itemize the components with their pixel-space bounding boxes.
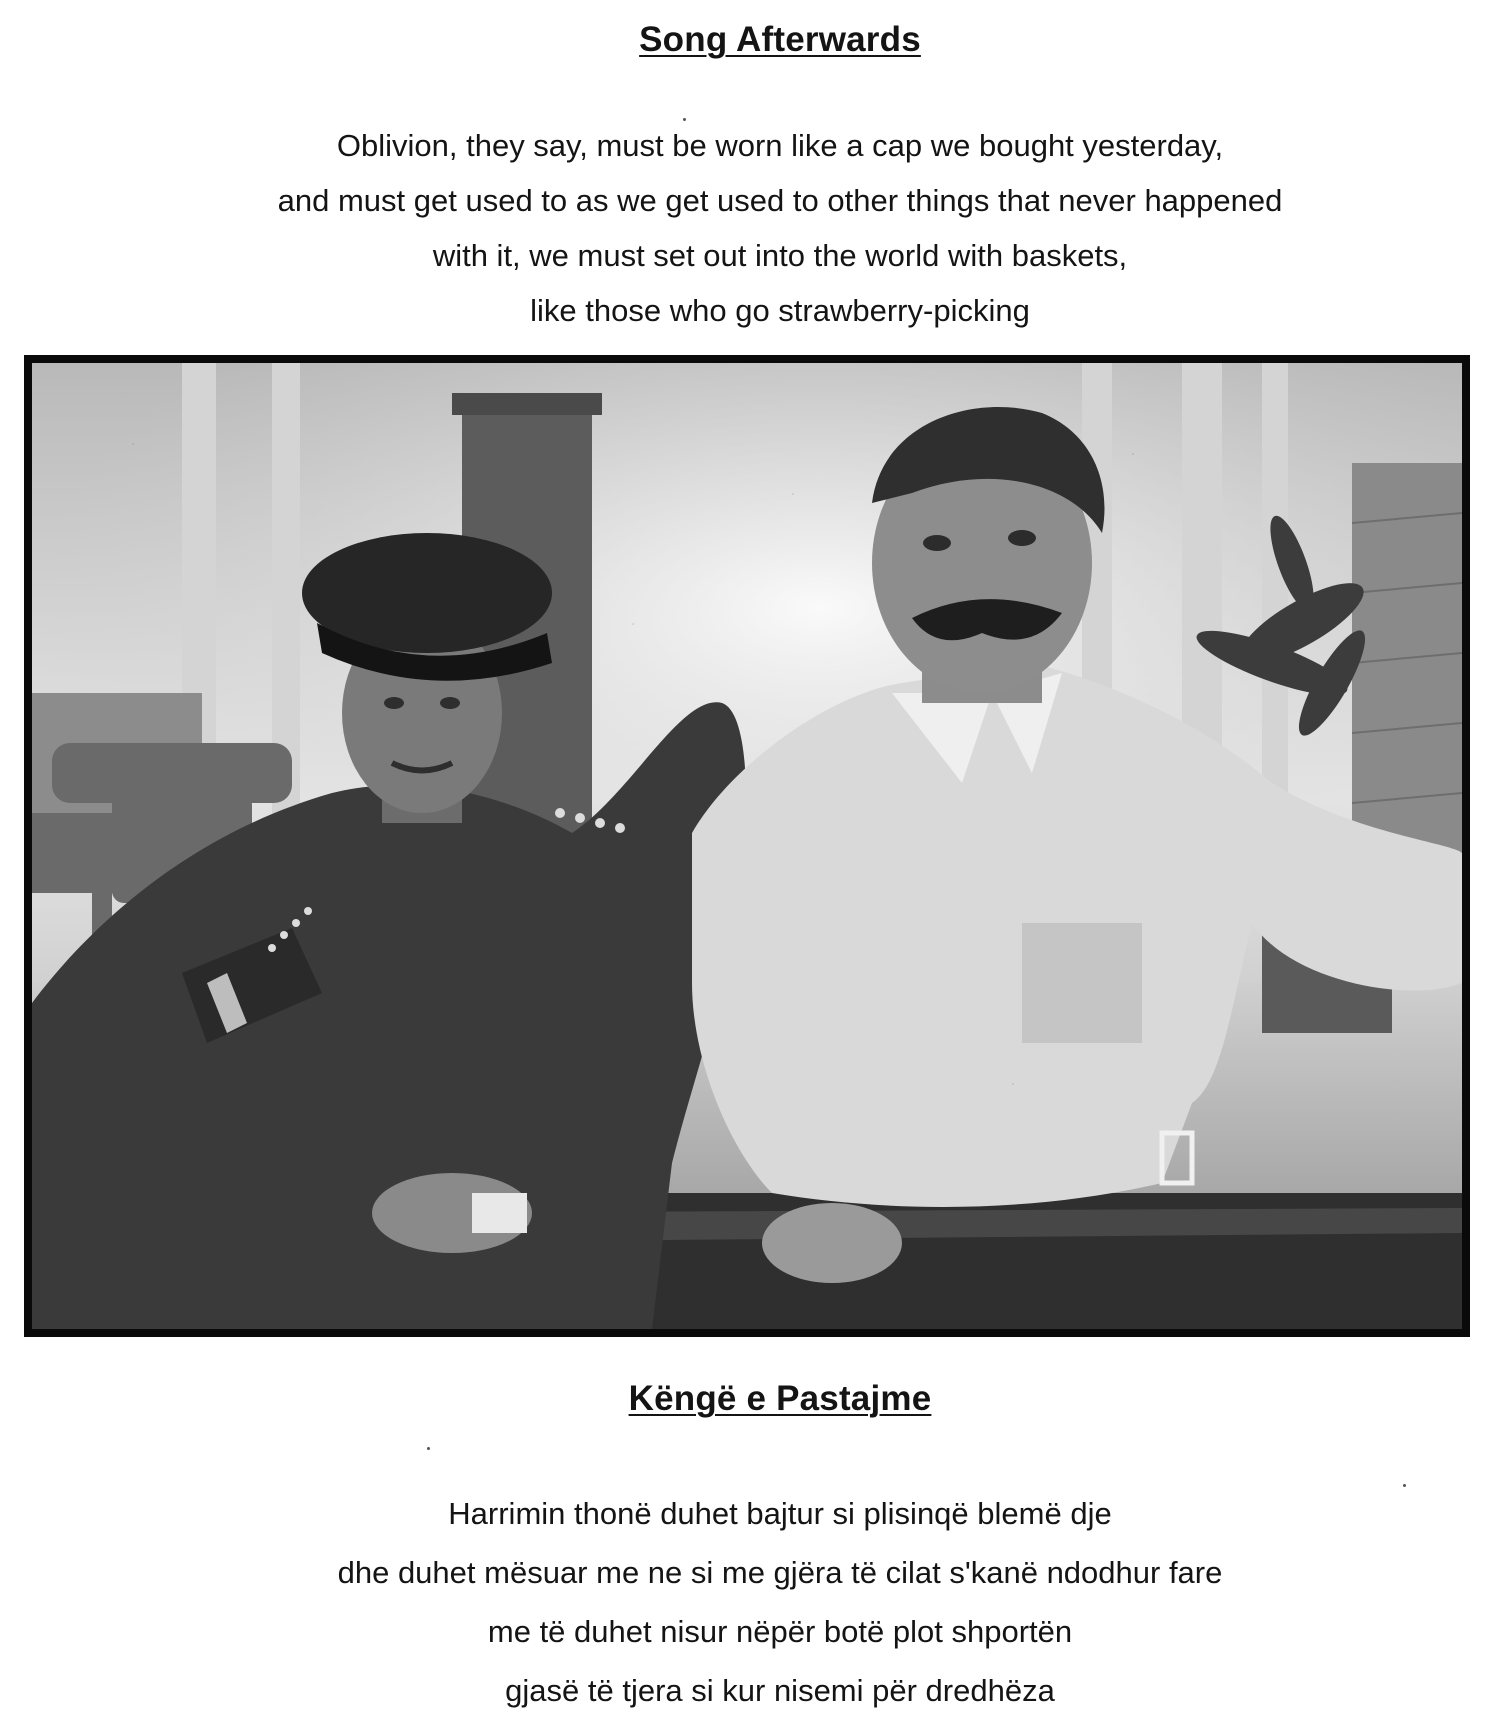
- poem-line: Oblivion, they say, must be worn like a cap we bought yesterday,: [336, 128, 1224, 163]
- poem-line: like those who go strawberry-picking: [530, 293, 1030, 328]
- scan-speck: [683, 118, 686, 121]
- poem-line: dhe duhet mësuar me ne si me gjëra të cilat s'kanë ndodhur fare: [337, 1555, 1223, 1590]
- albanian-stanza: [0, 1484, 1497, 1720]
- scan-speck: [1403, 1484, 1406, 1487]
- scan-speck: [427, 1447, 430, 1450]
- poem-line: gjasë të tjera si kur nisemi për dredhëza: [505, 1673, 1055, 1708]
- poem-line: and must get used to as we get used to other things that never happened: [277, 183, 1283, 218]
- poem-line: with it, we must set out into the world with baskets,: [432, 238, 1128, 273]
- english-stanza: [0, 118, 1497, 338]
- black-and-white-photograph: [24, 355, 1470, 1337]
- english-poem-title: Song Afterwards: [639, 20, 921, 59]
- poem-line: me të duhet nisur nëpër botë plot shportën: [487, 1614, 1073, 1649]
- albanian-poem-title: Këngë e Pastajme: [628, 1379, 932, 1418]
- poem-line: Harrimin thonë duhet bajtur si plisinqë blemë dje: [448, 1496, 1112, 1531]
